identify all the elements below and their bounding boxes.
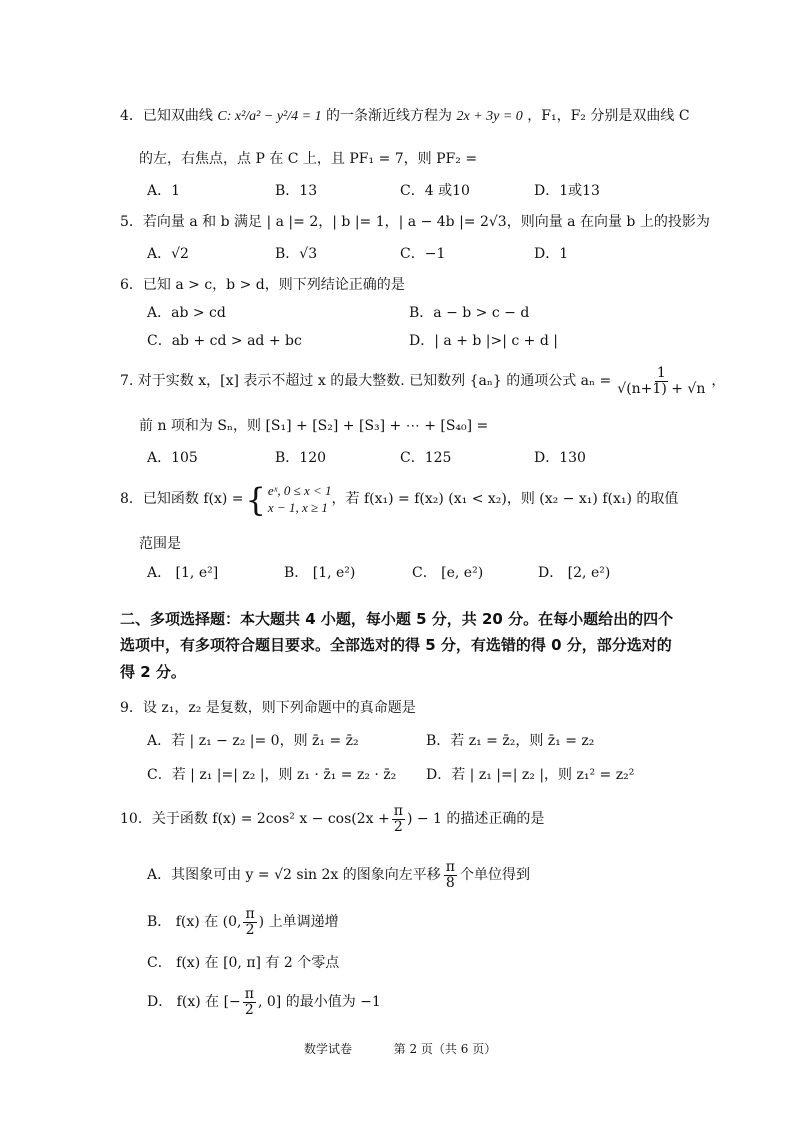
q10-a-suffix: 个单位得到 bbox=[459, 866, 530, 883]
q10-pi-fraction bbox=[392, 804, 405, 834]
q10-b-prefix: B． f(x) 在 (0, bbox=[147, 913, 242, 930]
q8-case-2: x − 1, x ≥ 1 bbox=[267, 499, 328, 515]
q10-a-prefix: A．其图象可由 y = √2 sin 2x 的图象向左平移 bbox=[147, 866, 441, 883]
q10-d-suffix: , 0] 的最小值为 −1 bbox=[257, 993, 381, 1010]
q10-b-numerator: π bbox=[245, 906, 255, 922]
q7-option-d: D．130 bbox=[534, 450, 586, 466]
q7-suffix: ， bbox=[711, 372, 726, 389]
q5-option-d: D．1 bbox=[534, 246, 569, 262]
question-7-line1 bbox=[120, 366, 725, 396]
q4-mid: 的一条渐近线方程为 bbox=[326, 108, 453, 124]
question-4-line1 bbox=[120, 108, 690, 126]
q9-option-c: C．若 | z₁ |=| z₂ |，则 z₁ · z̄₁ = z₂ · z̄₂ bbox=[147, 767, 397, 783]
q7-fraction bbox=[615, 366, 707, 396]
q9-option-a: A．若 | z₁ − z₂ |= 0，则 z̄₁ = z̄₂ bbox=[147, 733, 359, 749]
q4-tail: ，F₁，F₂ 分别是双曲线 C bbox=[527, 108, 690, 124]
q10-b-suffix: ) 上单调递增 bbox=[258, 913, 339, 930]
footer-page-number: 第 2 页（共 6 页） bbox=[393, 1042, 497, 1056]
q6-option-b: B．a − b > c − d bbox=[409, 305, 530, 321]
q4-option-d: D．1或13 bbox=[534, 183, 600, 199]
q10-d-numerator: π bbox=[244, 986, 254, 1002]
footer bbox=[304, 1042, 496, 1056]
q10-d-fraction bbox=[243, 987, 256, 1017]
q10-prefix: 10．关于函数 f(x) = 2cos² x − cos(2x + bbox=[120, 810, 390, 827]
question-5: 5．若向量 a 和 b 满足 | a |= 2，| b |= 1，| a − 4b |= 2√3，则向量 a 在向量 b 上的投影为 bbox=[120, 214, 710, 230]
q9-option-b: B．若 z₁ = z̄₂，则 z̄₁ = z₂ bbox=[426, 733, 595, 749]
q8-option-b: B． [1, e²) bbox=[284, 565, 356, 581]
question-6: 6．已知 a > c，b > d，则下列结论正确的是 bbox=[120, 277, 405, 293]
q4-option-b: B．13 bbox=[275, 183, 318, 199]
question-8-line1 bbox=[120, 480, 679, 519]
q10-d-prefix: D． f(x) 在 [− bbox=[147, 993, 241, 1010]
question-4-line2: 的左，右焦点，点 P 在 C 上，且 PF₁ = 7，则 PF₂ = bbox=[139, 151, 478, 167]
q10-a-numerator: π bbox=[445, 859, 455, 875]
q10-suffix: ) − 1 的描述正确的是 bbox=[406, 810, 545, 827]
q6-option-d: D．| a + b |>| c + d | bbox=[409, 333, 558, 349]
q7-option-a: A．105 bbox=[147, 450, 198, 466]
q4-option-c: C．4 或10 bbox=[400, 183, 470, 199]
q10-b-denominator: 2 bbox=[245, 921, 255, 938]
q5-option-c: C．−1 bbox=[400, 246, 446, 262]
q9-option-d: D．若 | z₁ |=| z₂ |，则 z₁² = z₂² bbox=[426, 767, 635, 783]
q8-brace: { bbox=[245, 480, 266, 519]
q10-option-b bbox=[147, 907, 339, 937]
q8-prefix: 8．已知函数 f(x) = bbox=[120, 491, 244, 508]
q4-option-a: A．1 bbox=[147, 183, 181, 199]
q10-d-denominator: 2 bbox=[244, 1001, 254, 1018]
q4-asymptote: 2x + 3y = 0 bbox=[456, 109, 523, 124]
footer-subject: 数学试卷 bbox=[304, 1042, 353, 1056]
q7-frac-denominator: √(n+1) + √n bbox=[617, 380, 706, 397]
q10-option-a bbox=[147, 860, 530, 890]
question-8-line2: 范围是 bbox=[139, 536, 181, 552]
q10-option-c: C． f(x) 在 [0, π] 有 2 个零点 bbox=[147, 955, 340, 971]
q8-option-d: D． [2, e²) bbox=[538, 565, 611, 581]
question-10 bbox=[120, 804, 544, 834]
q8-suffix: ，若 f(x₁) = f(x₂) (x₁ < x₂)，则 (x₂ − x₁) f(x₁) 的取值 bbox=[331, 491, 679, 508]
q10-b-fraction bbox=[243, 907, 256, 937]
question-7-line2: 前 n 项和为 Sₙ，则 [S₁] + [S₂] + [S₃] + ⋯ + [S₄₀] = bbox=[139, 418, 489, 434]
q4-prefix: 4．已知双曲线 bbox=[120, 108, 213, 124]
q10-option-d bbox=[147, 987, 381, 1017]
q8-case-1: eˣ, 0 ≤ x < 1 bbox=[267, 483, 332, 498]
q7-option-c: C．125 bbox=[400, 450, 452, 466]
q6-option-c: C．ab + cd > ad + bc bbox=[147, 333, 302, 349]
q7-frac-numerator: 1 bbox=[656, 365, 666, 381]
q6-option-a: A．ab > cd bbox=[147, 305, 226, 321]
q10-frac-numerator: π bbox=[393, 803, 403, 819]
q4-equation: C: x²/a² − y²/4 = 1 bbox=[217, 109, 322, 124]
q10-frac-denominator: 2 bbox=[393, 818, 403, 835]
q8-cases bbox=[268, 483, 332, 517]
q5-option-b: B．√3 bbox=[275, 246, 318, 262]
q5-option-a: A．√2 bbox=[147, 246, 189, 262]
q8-option-a: A． [1, e²] bbox=[147, 565, 219, 581]
q10-a-fraction bbox=[444, 860, 457, 890]
question-9: 9．设 z₁，z₂ 是复数，则下列命题中的真命题是 bbox=[120, 700, 416, 716]
section-2-heading: 二、多项选择题：本大题共 4 小题，每小题 5 分，共 20 分。在每小题给出的四个选项中，有多项符合题目要求。全部选对的得 5 分，有选错的得 0 分，部分选对的得 2 分。 bbox=[120, 610, 674, 681]
q10-a-denominator: 8 bbox=[445, 874, 455, 891]
q7-option-b: B．120 bbox=[275, 450, 327, 466]
q8-option-c: C． [e, e²) bbox=[412, 565, 484, 581]
q7-prefix: 7. 对于实数 x，[x] 表示不超过 x 的最大整数. 已知数列 {aₙ} 的通项公式 aₙ = bbox=[120, 372, 612, 389]
